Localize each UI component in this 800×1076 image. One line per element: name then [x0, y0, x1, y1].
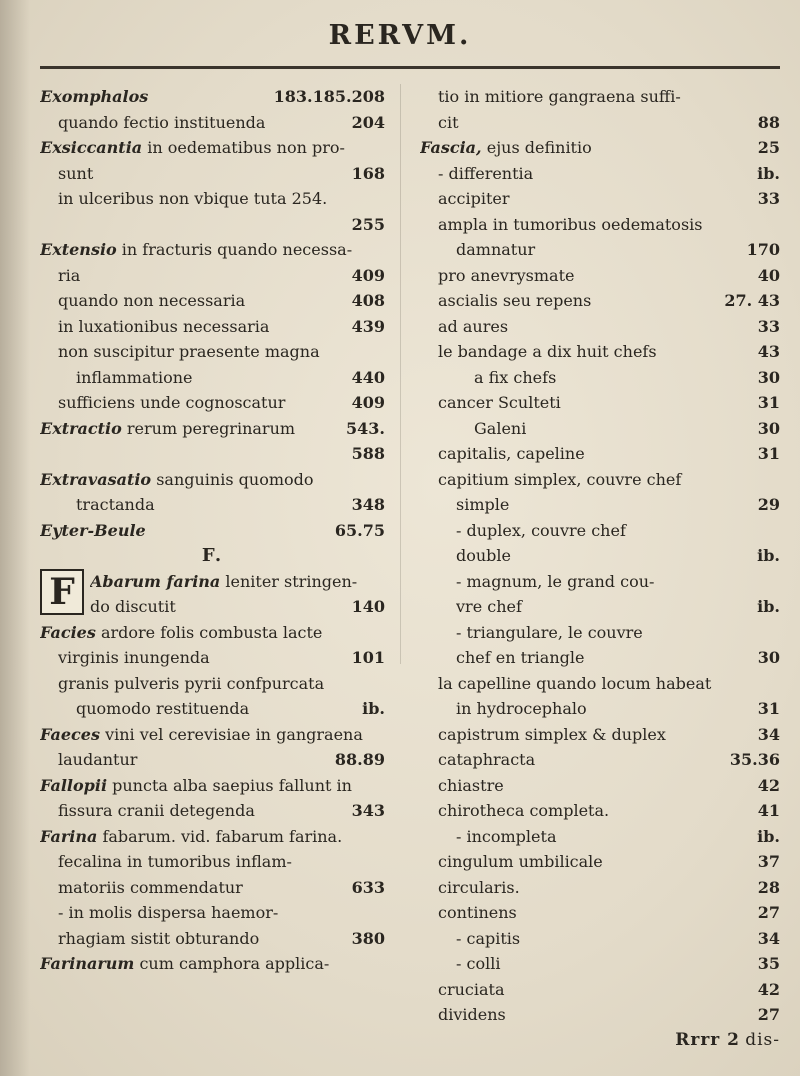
index-entry	[40, 900, 385, 926]
entry-page-ref: 588	[351, 444, 385, 463]
entry-text	[438, 875, 752, 901]
entry-description: dividens	[438, 1005, 506, 1024]
entry-page-ref: ib.	[362, 699, 385, 718]
entry-description: le bandage a dix huit chefs	[438, 342, 657, 361]
entry-page-ref: 42	[757, 979, 780, 999]
index-entry	[420, 747, 780, 773]
left-entries-bottom	[40, 620, 385, 977]
entry-text	[456, 620, 774, 646]
entry-description: ria	[58, 265, 81, 285]
entry-headword: Extensio	[40, 240, 117, 259]
entry-page-ref: 29	[757, 495, 780, 514]
right-column	[420, 84, 780, 1053]
entry-page-ref: 440	[351, 367, 385, 387]
entry-text	[58, 390, 346, 416]
entry-description: cit	[438, 112, 459, 132]
entry-page-ref: 88.89	[334, 750, 385, 769]
index-entry	[420, 390, 780, 416]
signature-line	[420, 1028, 780, 1054]
dropcap-lines	[90, 569, 385, 620]
index-entry	[420, 110, 780, 136]
entry-page-ref: 31	[757, 393, 780, 412]
entry-headword: Farinarum	[40, 954, 135, 973]
running-head: RERVM.	[328, 20, 472, 51]
entry-page-ref: 140	[351, 597, 385, 616]
entry-description: fecalina in tumoribus inflam-	[58, 852, 292, 871]
entry-page-ref: 25	[757, 138, 780, 157]
entry-text	[474, 365, 752, 391]
page-gutter-shadow	[0, 0, 30, 1076]
entry-text	[40, 773, 379, 799]
entry-description: granis pulveris pyrii confpurcata	[58, 673, 325, 693]
entry-text	[58, 339, 379, 365]
entry-description: - triangulare, le couvre	[456, 622, 643, 642]
entry-description: - differentia	[438, 163, 534, 183]
entry-text	[76, 696, 356, 722]
entry-page-ref: 170	[746, 240, 780, 259]
entry-description: chiastre	[438, 775, 504, 795]
index-entry	[40, 492, 385, 518]
index-entry	[420, 849, 780, 875]
index-entry	[420, 696, 780, 722]
entry-description: accipiter	[438, 189, 510, 208]
entry-text	[40, 416, 340, 442]
entry-description: cingulum umbilicale	[438, 852, 603, 871]
entry-text	[438, 773, 752, 799]
entry-text	[58, 110, 346, 136]
entry-description: sanguinis quomodo	[156, 469, 314, 489]
entry-text	[438, 288, 718, 314]
index-entry	[420, 492, 780, 518]
entry-text	[438, 849, 752, 875]
entry-page-ref: ib.	[757, 597, 780, 616]
entry-description: ardore folis combusta lacte	[100, 622, 323, 642]
entry-headword: Extravasatio	[40, 469, 152, 489]
entry-text	[438, 747, 724, 773]
index-entry	[420, 365, 780, 391]
index-entry	[40, 263, 385, 289]
entry-text	[438, 390, 752, 416]
entry-text	[40, 84, 268, 110]
entry-page-ref: 633	[351, 877, 385, 897]
entry-text	[438, 671, 774, 697]
entry-description: capistrum simplex & duplex	[438, 724, 666, 744]
entry-text	[438, 110, 752, 136]
index-entry	[40, 849, 385, 875]
entry-text	[90, 569, 379, 595]
index-entry	[40, 84, 385, 110]
entry-description: quando non necessaria	[58, 291, 246, 310]
entry-page-ref: 34	[757, 928, 780, 948]
entry-description: inflammatione	[76, 367, 193, 387]
entry-text	[438, 1002, 752, 1028]
entry-description: tio in mitiore gangraena suffi-	[438, 87, 681, 106]
entry-page-ref: ib.	[757, 163, 780, 183]
index-entry	[420, 339, 780, 365]
entry-description: ascialis seu repens	[438, 291, 592, 310]
index-entry	[40, 773, 385, 799]
index-entry	[420, 645, 780, 671]
entry-text	[438, 798, 752, 824]
index-entry	[420, 237, 780, 263]
entry-description: capitium simplex, couvre chef	[438, 469, 682, 489]
index-entry	[420, 416, 780, 442]
entry-text	[438, 314, 752, 340]
entry-page-ref: 168	[351, 163, 385, 183]
index-entry	[40, 671, 385, 697]
index-entry	[40, 237, 385, 263]
entry-text	[438, 186, 752, 212]
index-entry	[40, 722, 385, 748]
index-entry	[40, 824, 385, 850]
entry-description: cataphracta	[438, 750, 536, 769]
index-entry	[40, 186, 385, 212]
index-entry	[420, 594, 780, 620]
entry-text	[438, 722, 752, 748]
entry-page-ref: 33	[757, 316, 780, 336]
entry-page-ref: ib.	[757, 826, 780, 846]
entry-page-ref: 348	[351, 495, 385, 514]
entry-headword: Farina	[40, 826, 98, 846]
entry-text	[456, 645, 752, 671]
entry-text	[456, 951, 752, 977]
entry-text	[90, 594, 346, 620]
index-entry	[420, 161, 780, 187]
index-entry	[420, 620, 780, 646]
entry-description: ampla in tumoribus oedematosis	[438, 214, 703, 234]
catchword: dis-	[745, 1029, 780, 1050]
entry-headword: Fascia,	[420, 138, 482, 157]
index-entry	[420, 875, 780, 901]
index-entry	[420, 314, 780, 340]
entry-description: - duplex, couvre chef	[456, 520, 626, 540]
entry-description: matoriis commendatur	[58, 877, 243, 897]
entry-description: Galeni	[474, 418, 527, 438]
entry-description: in luxationibus necessaria	[58, 316, 270, 336]
index-entry	[420, 926, 780, 952]
index-entry	[420, 186, 780, 212]
entry-description: la capelline quando locum habeat	[438, 673, 712, 693]
index-entry	[420, 212, 780, 238]
entry-description: quando fectio instituenda	[58, 112, 266, 132]
entry-page-ref: 40	[757, 265, 780, 285]
index-entry	[40, 875, 385, 901]
index-entry	[420, 543, 780, 569]
index-entry	[420, 977, 780, 1003]
index-entry	[40, 747, 385, 773]
index-entry	[420, 441, 780, 467]
entry-text	[40, 237, 379, 263]
entry-description: vini vel cerevisiae in gangraena	[105, 724, 363, 744]
index-entry	[40, 441, 385, 467]
entry-description: a fix chefs	[474, 367, 557, 387]
entry-text	[456, 926, 752, 952]
index-entry	[420, 824, 780, 850]
entry-text	[40, 135, 379, 161]
entry-page-ref: 35	[757, 954, 780, 973]
entry-description: vre chef	[456, 597, 522, 616]
entry-text	[456, 492, 752, 518]
entry-page-ref: 101	[351, 648, 385, 667]
entry-page-ref: 439	[351, 316, 385, 336]
entry-headword: Extractio	[40, 418, 122, 438]
entry-text	[40, 824, 379, 850]
entry-text	[438, 467, 774, 493]
entry-page-ref: 380	[351, 928, 385, 948]
entry-description: fissura cranii detegenda	[58, 801, 255, 820]
entry-text	[58, 645, 346, 671]
entry-text	[456, 518, 774, 544]
entry-description: chirotheca completa.	[438, 801, 610, 820]
entry-text	[456, 237, 741, 263]
entry-description: ejus definitio	[486, 138, 592, 157]
index-entry	[420, 569, 780, 595]
dropcap-initial: F	[40, 569, 84, 615]
entry-description: - incompleta	[456, 826, 557, 846]
entry-description: quomodo restituenda	[76, 699, 250, 718]
entry-description: leniter stringen-	[225, 571, 358, 591]
entry-page-ref: 42	[757, 775, 780, 795]
entry-text	[438, 977, 752, 1003]
entry-description: circularis.	[438, 877, 520, 897]
index-entry	[40, 288, 385, 314]
entry-description: damnatur	[456, 240, 536, 259]
index-entry	[90, 569, 385, 595]
index-entry	[420, 1002, 780, 1028]
entry-page-ref: 31	[757, 444, 780, 463]
index-entry	[420, 722, 780, 748]
entry-description: in hydrocephalo	[456, 699, 587, 718]
entry-page-ref: 343	[351, 801, 385, 820]
signature-mark: Rrrr 2	[675, 1029, 740, 1050]
entry-description: cum camphora applica-	[139, 954, 330, 973]
entry-description: chef en triangle	[456, 648, 585, 667]
entry-headword: Fallopii	[40, 775, 108, 795]
entry-text	[456, 543, 751, 569]
entry-description: ad aures	[438, 316, 509, 336]
entry-description: rerum peregrinarum	[126, 418, 296, 438]
entry-page-ref: 408	[351, 291, 385, 310]
entry-text	[40, 722, 379, 748]
entry-description: sunt	[58, 163, 94, 183]
entry-text	[420, 135, 752, 161]
entry-text	[40, 951, 379, 977]
index-entry	[40, 314, 385, 340]
entry-text	[58, 798, 346, 824]
entry-page-ref: 204	[351, 112, 385, 132]
entry-page-ref: 35.36	[729, 750, 780, 769]
entry-text	[76, 365, 346, 391]
entry-text	[438, 441, 752, 467]
entry-page-ref: 543.	[346, 418, 385, 438]
entry-text	[40, 518, 329, 544]
dropcap-block	[40, 569, 385, 620]
entry-text	[438, 84, 774, 110]
entry-description: simple	[456, 495, 510, 514]
entry-page-ref: 30	[757, 648, 780, 667]
index-entry	[420, 671, 780, 697]
entry-text	[58, 900, 379, 926]
entry-page-ref: 409	[351, 393, 385, 412]
entry-page-ref: 27. 43	[724, 291, 780, 310]
entry-text	[474, 416, 752, 442]
index-entry	[40, 696, 385, 722]
entry-description: fabarum. vid. fabarum farina.	[102, 826, 343, 846]
index-entry	[40, 926, 385, 952]
entry-text	[456, 594, 751, 620]
entry-headword: Facies	[40, 622, 96, 642]
index-entry	[420, 135, 780, 161]
entry-text	[456, 569, 774, 595]
header-rule	[40, 66, 780, 69]
index-entry	[40, 467, 385, 493]
entry-page-ref: ib.	[757, 546, 780, 565]
entry-text	[438, 263, 752, 289]
left-column	[40, 84, 385, 977]
index-entry	[420, 467, 780, 493]
entry-page-ref: 30	[757, 418, 780, 438]
entry-text	[438, 212, 774, 238]
index-entry	[420, 951, 780, 977]
entry-headword: Abarum farina	[90, 571, 221, 591]
entry-description: pro anevrysmate	[438, 265, 575, 285]
entry-description: - in molis dispersa haemor-	[58, 903, 279, 922]
entry-description: double	[456, 546, 512, 565]
entry-page-ref: 65.75	[334, 520, 385, 540]
entry-text	[76, 492, 346, 518]
index-entry	[40, 110, 385, 136]
index-entry	[40, 161, 385, 187]
index-entry	[420, 900, 780, 926]
index-entry	[40, 339, 385, 365]
entry-text	[58, 161, 346, 187]
entry-text	[456, 824, 751, 850]
entry-description: cruciata	[438, 979, 505, 999]
entry-description: - capitis	[456, 928, 521, 948]
entry-text	[456, 696, 752, 722]
left-entries-top	[40, 84, 385, 543]
entry-text	[58, 849, 379, 875]
entry-description: in ulceribus non vbique tuta 254.	[58, 189, 328, 208]
entry-text	[40, 467, 379, 493]
entry-text	[40, 620, 379, 646]
entry-description: laudantur	[58, 750, 138, 769]
entry-description: sufficiens unde cognoscatur	[58, 393, 286, 412]
entry-description: do discutit	[90, 597, 176, 616]
entry-headword: Exsiccantia	[40, 138, 143, 157]
entry-text	[58, 263, 346, 289]
entry-description: capitalis, capeline	[438, 444, 585, 463]
entry-page-ref: 255	[351, 214, 385, 234]
entry-description: - colli	[456, 954, 501, 973]
entry-text	[58, 186, 379, 212]
entry-page-ref: 30	[757, 367, 780, 387]
index-entry	[40, 135, 385, 161]
entry-text	[438, 339, 752, 365]
entry-page-ref: 43	[757, 342, 780, 361]
entry-text	[58, 288, 346, 314]
entry-headword: Eyter-Beule	[40, 520, 146, 540]
entry-page-ref: 183.185.208	[273, 87, 385, 106]
index-entry	[420, 798, 780, 824]
entry-description: tractanda	[76, 495, 155, 514]
entry-page-ref: 33	[757, 189, 780, 208]
entry-description: virginis inungenda	[58, 648, 210, 667]
index-entry	[420, 773, 780, 799]
column-divider	[400, 84, 401, 664]
entry-text	[58, 875, 346, 901]
entry-description: puncta alba saepius fallunt in	[112, 775, 352, 795]
index-entry	[40, 365, 385, 391]
entry-description: cancer Sculteti	[438, 393, 561, 412]
section-letter: F.	[201, 545, 224, 566]
entry-page-ref: 28	[757, 877, 780, 897]
entry-description: in oedematibus non pro-	[147, 138, 345, 157]
entry-page-ref: 27	[757, 1005, 780, 1024]
entry-headword: Exomphalos	[40, 87, 149, 106]
entry-description: - magnum, le grand cou-	[456, 571, 655, 591]
entry-page-ref: 27	[757, 903, 780, 922]
entry-page-ref: 31	[757, 699, 780, 718]
index-entry	[40, 390, 385, 416]
index-entry	[420, 263, 780, 289]
index-entry	[40, 212, 385, 238]
index-entry	[420, 518, 780, 544]
entry-page-ref: 88	[757, 112, 780, 132]
entry-description: non suscipitur praesente magna	[58, 342, 320, 361]
entry-text	[58, 671, 379, 697]
entry-page-ref: 37	[757, 852, 780, 871]
entry-text	[438, 161, 751, 187]
entry-description: in fracturis quando necessa-	[121, 240, 353, 259]
entry-page-ref: 409	[351, 265, 385, 285]
index-entry	[40, 645, 385, 671]
entry-page-ref: 41	[757, 801, 780, 820]
entry-text	[58, 314, 346, 340]
index-entry	[420, 84, 780, 110]
index-entry	[40, 518, 385, 544]
index-entry	[40, 798, 385, 824]
entry-headword: Faeces	[40, 724, 100, 744]
index-entry	[420, 288, 780, 314]
index-entry	[90, 594, 385, 620]
index-entry	[40, 416, 385, 442]
right-entries	[420, 84, 780, 1028]
entry-page-ref: 34	[757, 724, 780, 744]
entry-text	[58, 747, 329, 773]
entry-description: continens	[438, 903, 517, 922]
index-entry	[40, 620, 385, 646]
entry-text	[58, 926, 346, 952]
entry-text	[438, 900, 752, 926]
entry-description: rhagiam sistit obturando	[58, 928, 260, 948]
index-entry	[40, 951, 385, 977]
